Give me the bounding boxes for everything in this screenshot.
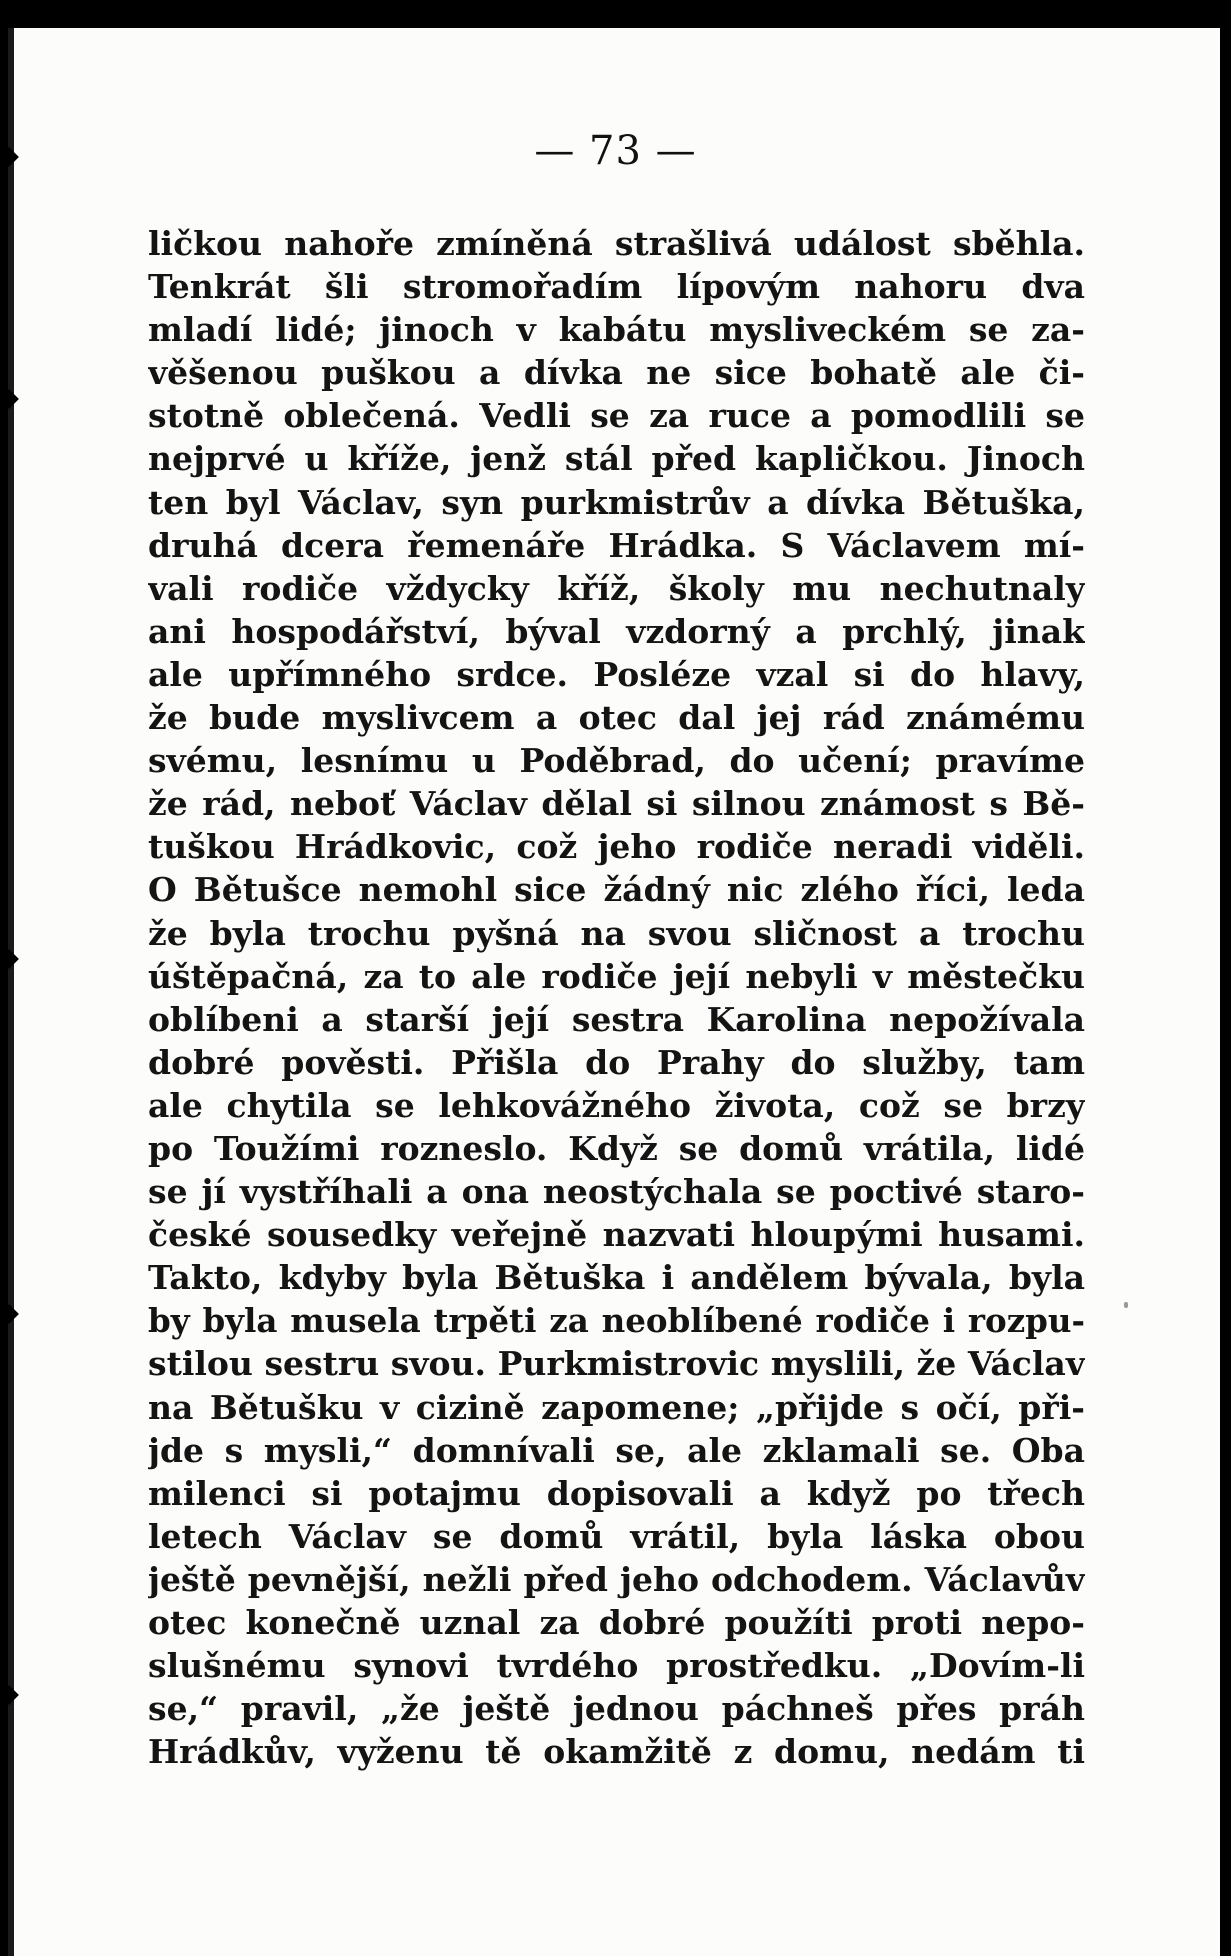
text-line: ale chytila se lehkovážného života, což se brzy — [148, 1085, 1085, 1125]
paper-speck — [1124, 1302, 1128, 1308]
text-line: se,“ pravil, „že ještě jednou páchneš přes práh — [148, 1689, 1085, 1729]
binding-edge — [8, 28, 14, 1956]
text-line: nejprvé u kříže, jenž stál před kapličkou. Jinoch — [148, 439, 1085, 479]
text-line: ale upřímného srdce. Posléze vzal si do hlavy, — [148, 654, 1085, 694]
text-line: otec konečně uznal za dobré použíti proti nepo- — [148, 1603, 1085, 1642]
text-line: ten byl Václav, syn purkmistrův a dívka Bětuška, — [148, 482, 1085, 522]
text-line: se jí vystříhali a ona neostýchala se poctivé staro- — [148, 1172, 1085, 1212]
text-line: vali rodiče vždycky kříž, školy mu nechutnaly — [148, 568, 1085, 608]
text-line: tuškou Hrádkovic, což jeho rodiče neradi viděli. — [148, 827, 1085, 867]
text-line: české sousedky veřejně nazvati hloupými husami. — [148, 1215, 1085, 1255]
text-line: mladí lidé; jinoch v kabátu mysliveckém se za- — [148, 310, 1085, 350]
text-line: že bude myslivcem a otec dal jej rád známému — [148, 698, 1085, 738]
text-line: Hrádkův, vyženu tě okamžitě z domu, nedám ti — [148, 1732, 1085, 1772]
text-line: úštěpačná, za to ale rodiče její nebyli v městečku — [148, 956, 1085, 996]
text-line: slušnému synovi tvrdého prostředku. „Dovím-li — [148, 1646, 1085, 1686]
text-line: druhá dcera řemenáře Hrádka. S Václavem mí- — [148, 525, 1085, 565]
body-text — [148, 222, 1085, 1773]
text-line: svému, lesnímu u Poděbrad, do učení; pravíme — [148, 741, 1085, 781]
text-line: ani hospodářství, býval vzdorný a prchlý, jinak — [148, 611, 1085, 651]
text-line: dobré pověsti. Přišla do Prahy do služby, tam — [148, 1042, 1085, 1082]
text-line: letech Václav se domů vrátil, byla láska obou — [148, 1516, 1085, 1556]
text-line: že rád, neboť Václav dělal si silnou známost s Bě- — [148, 784, 1085, 824]
text-line: stilou sestru svou. Purkmistrovic myslili, že Václav — [148, 1344, 1085, 1384]
text-line: Takto, kdyby byla Bětuška i andělem bývala, byla — [148, 1258, 1085, 1298]
text-line: po Toužími rozneslo. Když se domů vrátila, lidé — [148, 1128, 1085, 1168]
text-line: by byla musela trpěti za neoblíbené rodiče i rozpu- — [148, 1301, 1085, 1341]
text-line: milenci si potajmu dopisovali a když po třech — [148, 1473, 1085, 1513]
text-line: ličkou nahoře zmíněná strašlivá událost sběhla. — [148, 224, 1085, 263]
text-line: že byla trochu pyšná na svou sličnost a trochu — [148, 913, 1085, 953]
text-line: stotně oblečená. Vedli se za ruce a pomodlili se — [148, 396, 1085, 436]
text-line: věšenou puškou a dívka ne sice bohatě ale či- — [148, 353, 1085, 393]
text-line: O Bětušce nemohl sice žádný nic zlého říci, leda — [148, 870, 1085, 910]
text-line: ještě pevnější, nežli před jeho odchodem. Václavův — [148, 1559, 1085, 1599]
text-line: oblíbeni a starší její sestra Karolina nepožívala — [148, 999, 1085, 1039]
page-number: — 73 — — [534, 128, 697, 174]
text-line: jde s mysli,“ domnívali se, ale zklamali se. Oba — [148, 1430, 1085, 1470]
text-line: Tenkrát šli stromořadím lípovým nahoru dva — [148, 267, 1085, 307]
text-line: na Bětušku v cizině zapomene; „přijde s očí, při- — [148, 1387, 1085, 1427]
